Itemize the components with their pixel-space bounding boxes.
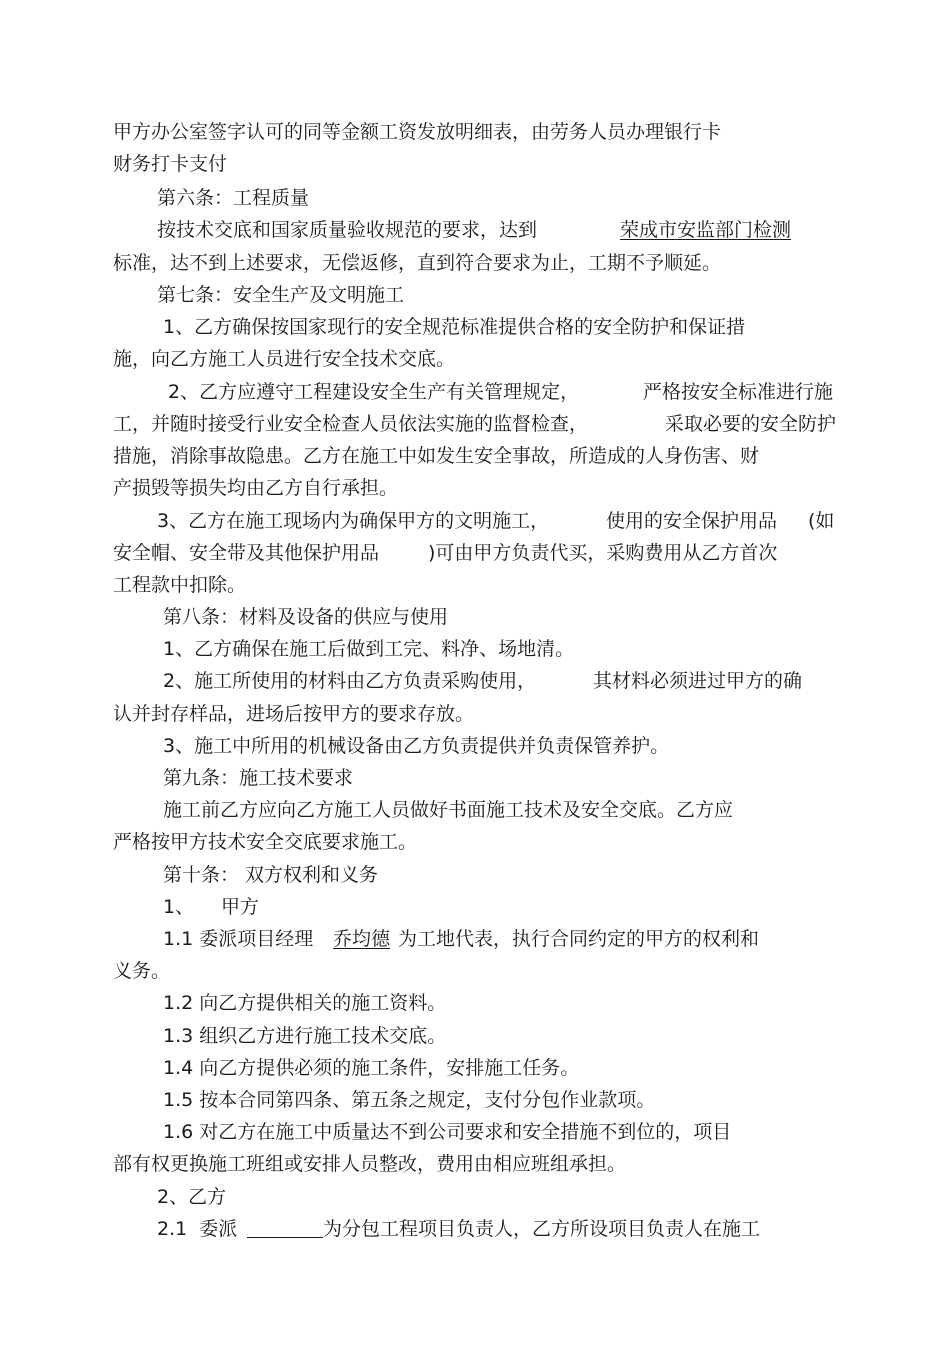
text-line: 按技术交底和国家质量验收规范的要求，达到 bbox=[157, 219, 538, 241]
text-line: 1.4 向乙方提供必须的施工条件，安排施工任务。 bbox=[163, 1057, 580, 1079]
section-heading-9: 第九条：施工技术要求 bbox=[163, 767, 354, 789]
text-line: 2、乙方 bbox=[157, 1186, 227, 1208]
text-line: 措施，消除事故隐患。乙方在施工中如发生安全事故，所造成的人身伤害、财 bbox=[113, 445, 760, 467]
text-line: 1、乙方确保在施工后做到工完、料净、场地清。 bbox=[163, 638, 575, 660]
section-heading-7: 第七条：安全生产及文明施工 bbox=[157, 284, 405, 306]
text-line: )可由甲方负责代买，采购费用从乙方首次 bbox=[428, 542, 778, 564]
text-line: 1.3 组织乙方进行施工技术交底。 bbox=[163, 1025, 447, 1047]
text-line: 采取必要的安全防护 bbox=[665, 413, 837, 435]
text-line: 甲方 bbox=[221, 896, 260, 918]
text-line: 其材料必须进过甲方的确 bbox=[593, 670, 803, 692]
text-line: 工，并随时接受行业安全检查人员依法实施的监督检查， bbox=[113, 413, 589, 435]
text-line: 1、乙方确保按国家现行的安全规范标准提供合格的安全防护和保证措 bbox=[163, 316, 746, 338]
text-line: 1.1 委派项目经理 bbox=[163, 928, 314, 950]
text-line: 1、 bbox=[163, 896, 195, 918]
section-heading-8: 第八条：材料及设备的供应与使用 bbox=[163, 606, 449, 628]
text-line: 严格按安全标准进行施 bbox=[643, 381, 834, 403]
text-line: 2、施工所使用的材料由乙方负责采购使用， bbox=[163, 670, 537, 692]
section-heading-10: 第十条： 双方权利和义务 bbox=[163, 864, 379, 886]
text-line: 认并封存样品，进场后按甲方的要求存放。 bbox=[113, 703, 475, 725]
text-line: 工程款中扣除。 bbox=[113, 574, 247, 596]
text-line: (如 bbox=[808, 510, 835, 532]
text-line: 安全帽、安全带及其他保护用品 bbox=[113, 542, 380, 564]
text-line: 义务。 bbox=[113, 960, 171, 982]
section-heading-6: 第六条：工程质量 bbox=[157, 187, 310, 209]
text-line: 部有权更换施工班组或安排人员整改，费用由相应班组承担。 bbox=[113, 1153, 627, 1175]
text-line: 1.2 向乙方提供相关的施工资料。 bbox=[163, 992, 447, 1014]
text-line: 甲方办公室签字认可的同等金额工资发放明细表，由劳务人员办理银行卡 bbox=[113, 121, 722, 143]
responsible-person-blank bbox=[247, 1219, 323, 1238]
text-line: 2.1 委派 bbox=[157, 1218, 238, 1240]
text-line: 为工地代表，执行合同约定的甲方的权利和 bbox=[398, 928, 760, 950]
text-line: 严格按甲方技术安全交底要求施工。 bbox=[113, 831, 418, 853]
text-line: 1.5 按本合同第四条、第五条之规定，支付分包作业款项。 bbox=[163, 1089, 656, 1111]
text-line: 施工前乙方应向乙方施工人员做好书面施工技术及安全交底。乙方应 bbox=[163, 799, 734, 821]
text-line: 使用的安全保护用品 bbox=[606, 510, 778, 532]
text-line: 产损毁等损失均由乙方自行承担。 bbox=[113, 477, 399, 499]
text-line: 为分包工程项目负责人，乙方所设项目负责人在施工 bbox=[323, 1218, 761, 1240]
text-line: 3、乙方在施工现场内为确保甲方的文明施工， bbox=[157, 510, 550, 532]
project-manager-name: 乔均德 bbox=[333, 928, 391, 950]
inspection-standard-fill: 荣成市安监部门检测 bbox=[620, 219, 792, 241]
text-line: 2、乙方应遵守工程建设安全生产有关管理规定， bbox=[168, 381, 580, 403]
text-line: 财务打卡支付 bbox=[113, 153, 228, 175]
text-line: 3、施工中所用的机械设备由乙方负责提供并负责保管养护。 bbox=[163, 735, 670, 757]
text-line: 标准，达不到上述要求，无偿返修，直到符合要求为止，工期不予顺延。 bbox=[113, 252, 722, 274]
text-line: 施，向乙方施工人员进行安全技术交底。 bbox=[113, 348, 456, 370]
text-line: 1.6 对乙方在施工中质量达不到公司要求和安全措施不到位的，项目 bbox=[163, 1121, 732, 1143]
